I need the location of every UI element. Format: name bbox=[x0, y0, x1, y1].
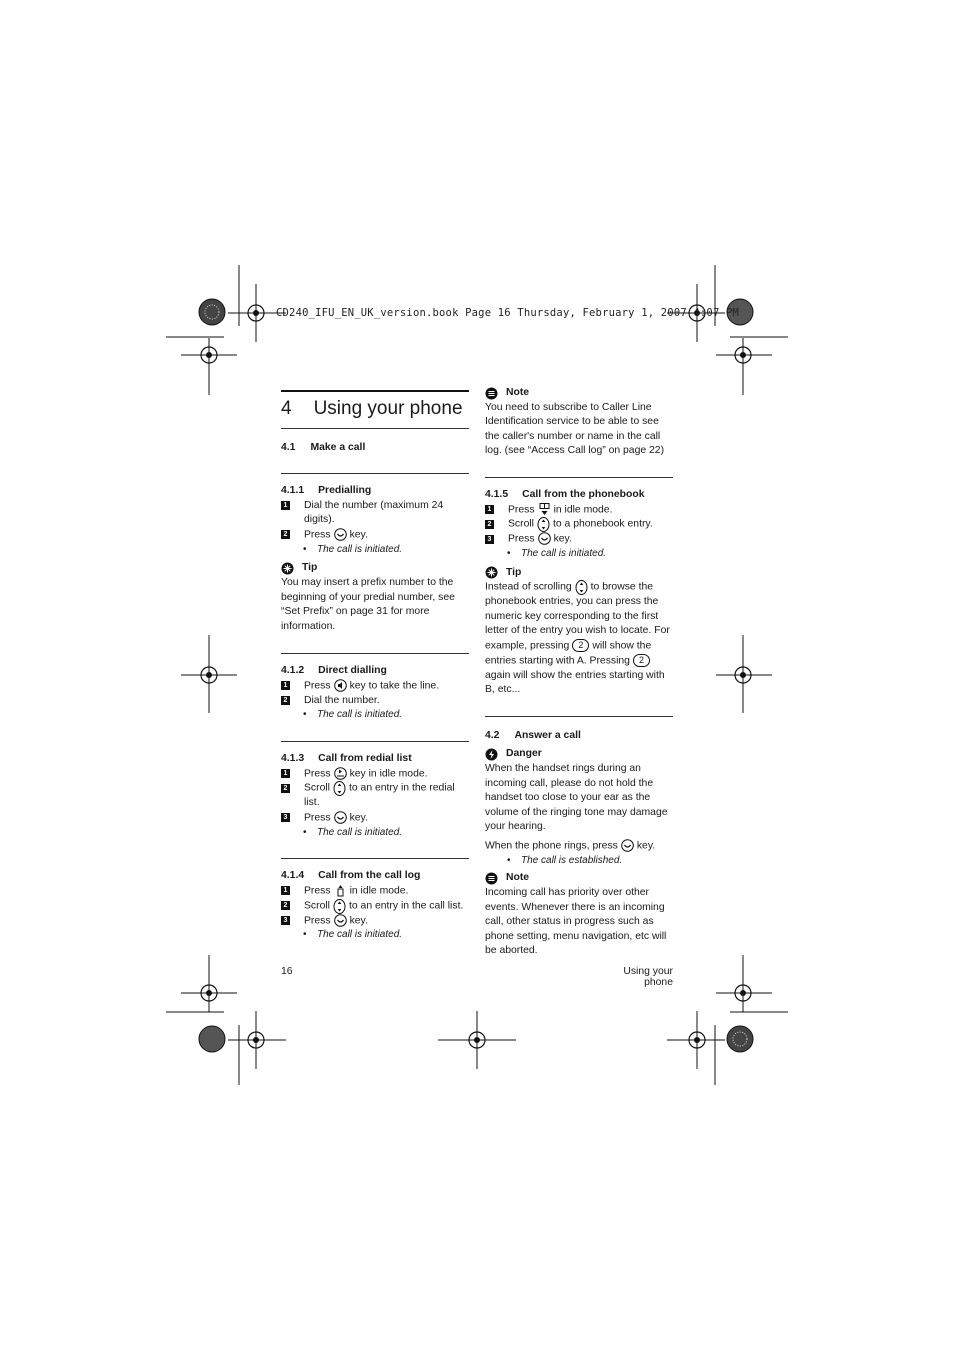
note-icon bbox=[485, 872, 498, 885]
section-title: Direct dialling bbox=[318, 665, 387, 677]
scroll-key-icon bbox=[575, 580, 588, 593]
danger-text: When the handset rings during an incoming call, please do not hold the handset too close to your ear as the volume of the ringing tone may damage your hearing. bbox=[485, 762, 668, 833]
step-text-b: to an entry in the redial list. bbox=[304, 782, 455, 809]
step-text bbox=[304, 679, 439, 694]
step-text-b: in idle mode. bbox=[553, 503, 613, 515]
tip-text bbox=[485, 580, 673, 698]
tip-text: You may insert a prefix number to the beginning of your predial number, see “Set Prefix” on page 31 for more information. bbox=[281, 577, 455, 632]
section-title: Answer a call bbox=[514, 729, 581, 741]
section-number: 4.1 bbox=[281, 441, 296, 453]
step-number-3-icon: 3 bbox=[485, 535, 494, 544]
danger-label: Danger bbox=[506, 748, 542, 760]
step-number-2-icon: 2 bbox=[281, 530, 290, 539]
step-text: Dial the number. bbox=[304, 694, 380, 706]
speaker-key-icon bbox=[334, 679, 347, 692]
step-number-2-icon: 2 bbox=[281, 784, 290, 793]
result-bullet: • The call is initiated. bbox=[303, 826, 469, 841]
step-2 bbox=[281, 899, 469, 914]
result-bullet: • The call is initiated. bbox=[303, 708, 469, 723]
section-4-1-1-heading bbox=[281, 484, 469, 499]
divider bbox=[281, 390, 469, 392]
step-2 bbox=[485, 517, 673, 532]
step-text-a: Press bbox=[304, 529, 331, 541]
section-number: 4.1.1 bbox=[281, 485, 305, 497]
step-number-3-icon: 3 bbox=[281, 916, 290, 925]
note-heading bbox=[485, 386, 673, 401]
note-text: You need to subscribe to Caller Line Identification service to be able to see the caller's number or name in the call log. (see “Access Call log” on page 22) bbox=[485, 401, 665, 457]
tip-label: Tip bbox=[506, 566, 522, 578]
result-bullet: • The call is initiated. bbox=[303, 928, 469, 943]
talk-key-icon bbox=[621, 839, 634, 852]
key-2-icon: 2 bbox=[633, 654, 650, 667]
key-2-icon: 2 bbox=[572, 639, 589, 652]
step-text-b: in idle mode. bbox=[349, 885, 409, 897]
tip-heading bbox=[485, 566, 673, 581]
section-title: Call from the call log bbox=[318, 870, 421, 882]
step-text bbox=[304, 528, 368, 543]
scroll-key-icon bbox=[333, 781, 346, 794]
tip-label: Tip bbox=[302, 562, 318, 574]
scroll-key-icon bbox=[333, 899, 346, 912]
chapter-title: Using your phone bbox=[313, 398, 463, 419]
chapter-heading bbox=[281, 398, 469, 419]
step-text-a: Press bbox=[304, 680, 331, 692]
section-number: 4.1.4 bbox=[281, 870, 305, 882]
step-text-a: Press bbox=[304, 914, 331, 926]
step-1 bbox=[281, 679, 469, 694]
step-number-1-icon: 1 bbox=[281, 501, 290, 510]
step-text bbox=[304, 899, 463, 914]
step-text bbox=[508, 532, 572, 547]
result-text: The call is initiated. bbox=[521, 548, 607, 560]
step-text bbox=[304, 884, 408, 899]
step-text-b: to an entry in the call list. bbox=[348, 900, 464, 911]
result-bullet: • The call is established. bbox=[507, 854, 673, 869]
section-number: 4.1.2 bbox=[281, 665, 305, 677]
danger-heading bbox=[485, 747, 673, 762]
danger-icon bbox=[485, 748, 498, 761]
result-bullet: • The call is initiated. bbox=[507, 547, 673, 562]
step-number-1-icon: 1 bbox=[485, 505, 494, 514]
step-1 bbox=[281, 884, 469, 899]
step-text bbox=[508, 503, 612, 518]
tip-text-2: to browse the phonebook entries, you can press the numeric key corresponding to the first letter of the entry you wish to locate. For example, pressing bbox=[485, 581, 670, 652]
step-text bbox=[508, 517, 653, 532]
tip-text-4: again will show the entries starting with B, etc... bbox=[485, 669, 665, 696]
tip-icon bbox=[485, 566, 498, 579]
step-text-b: key. bbox=[349, 529, 368, 541]
step-text-a: Press bbox=[508, 503, 535, 515]
section-number: 4.1.5 bbox=[485, 488, 509, 500]
result-text: The call is initiated. bbox=[317, 826, 403, 838]
section-4-2-heading bbox=[485, 729, 673, 744]
talk-key-icon bbox=[538, 532, 551, 545]
redial-key-icon bbox=[334, 767, 347, 780]
note-text: Incoming call has priority over other events. Whenever there is an incoming call, other status in progress such as phone setting, menu navigation, etc will be aborted. bbox=[485, 886, 667, 957]
result-text: The call is initiated. bbox=[317, 929, 403, 941]
step-text-b: key. bbox=[349, 914, 368, 926]
talk-key-icon bbox=[334, 528, 347, 541]
section-4-1-4-heading bbox=[281, 869, 469, 884]
scroll-key-icon bbox=[537, 517, 550, 530]
step-number-3-icon: 3 bbox=[281, 813, 290, 822]
step-text bbox=[304, 914, 368, 929]
phonebook-key-icon bbox=[538, 503, 551, 516]
file-header: CD240_IFU_EN_UK_version.book Page 16 Thursday, February 1, 2007 4:07 PM bbox=[276, 307, 740, 319]
section-title: Make a call bbox=[310, 441, 366, 453]
section-title: Call from the phonebook bbox=[522, 488, 645, 500]
step-number-1-icon: 1 bbox=[281, 886, 290, 895]
step-text bbox=[304, 767, 428, 782]
step-1 bbox=[281, 767, 469, 782]
step-1 bbox=[281, 499, 469, 528]
step-text-b: key. bbox=[553, 533, 572, 545]
right-column bbox=[485, 386, 673, 959]
step-1 bbox=[485, 503, 673, 518]
section-4-1-5-heading bbox=[485, 488, 673, 503]
page-number: 16 bbox=[281, 966, 293, 977]
section-title: Call from redial list bbox=[318, 753, 412, 764]
answer-text-a: When the phone rings, press bbox=[485, 840, 618, 852]
step-text bbox=[304, 781, 469, 810]
note-label: Note bbox=[506, 872, 530, 884]
step-text-a: Press bbox=[304, 885, 331, 897]
talk-key-icon bbox=[334, 914, 347, 927]
tip-icon bbox=[281, 562, 294, 575]
step-2 bbox=[281, 528, 469, 543]
step-2 bbox=[281, 694, 469, 709]
step-text-a: Scroll bbox=[304, 782, 330, 794]
tip-text-3: will show the entries starting with A. Pressing bbox=[485, 640, 652, 666]
step-text-b: to a phonebook entry. bbox=[552, 518, 653, 530]
answer-text bbox=[485, 839, 673, 854]
answer-text-b: key. bbox=[636, 840, 656, 852]
step-text-a: Press bbox=[508, 533, 535, 545]
tip-heading bbox=[281, 561, 469, 576]
step-text bbox=[304, 811, 368, 826]
step-number-2-icon: 2 bbox=[485, 520, 494, 529]
result-bullet: • The call is initiated. bbox=[303, 543, 469, 558]
footer-section: Using your phone bbox=[623, 966, 673, 988]
step-number-1-icon: 1 bbox=[281, 769, 290, 778]
step-text-a: Scroll bbox=[508, 518, 534, 530]
step-text-b: key. bbox=[349, 812, 368, 824]
result-text: The call is established. bbox=[521, 854, 623, 866]
step-text: Dial the number (maximum 24 digits). bbox=[304, 499, 444, 526]
step-text-b: key in idle mode. bbox=[349, 767, 428, 779]
chapter-number: 4 bbox=[281, 398, 292, 419]
note-heading bbox=[485, 871, 673, 886]
step-number-1-icon: 1 bbox=[281, 681, 290, 690]
step-2 bbox=[281, 781, 469, 810]
step-text-a: Scroll bbox=[304, 900, 330, 911]
step-number-2-icon: 2 bbox=[281, 696, 290, 705]
step-text-b: key to take the line. bbox=[349, 680, 440, 692]
result-text: The call is initiated. bbox=[317, 543, 403, 555]
section-number: 4.2 bbox=[485, 729, 500, 741]
note-icon bbox=[485, 387, 498, 400]
step-text-a: Press bbox=[304, 812, 331, 824]
section-title: Predialling bbox=[318, 485, 372, 497]
section-4-1-3-heading bbox=[281, 752, 469, 767]
step-3 bbox=[485, 532, 673, 547]
talk-key-icon bbox=[334, 811, 347, 824]
section-number: 4.1.3 bbox=[281, 753, 305, 764]
step-number-2-icon: 2 bbox=[281, 901, 290, 910]
step-3 bbox=[281, 811, 469, 826]
call-log-key-icon bbox=[334, 884, 347, 897]
section-4-1-heading bbox=[281, 441, 469, 456]
section-4-1-2-heading bbox=[281, 664, 469, 679]
note-label: Note bbox=[506, 387, 530, 398]
result-text: The call is initiated. bbox=[317, 709, 403, 721]
left-column bbox=[281, 390, 469, 943]
step-3 bbox=[281, 914, 469, 929]
step-text-a: Press bbox=[304, 767, 331, 779]
tip-text-1: Instead of scrolling bbox=[485, 581, 572, 593]
